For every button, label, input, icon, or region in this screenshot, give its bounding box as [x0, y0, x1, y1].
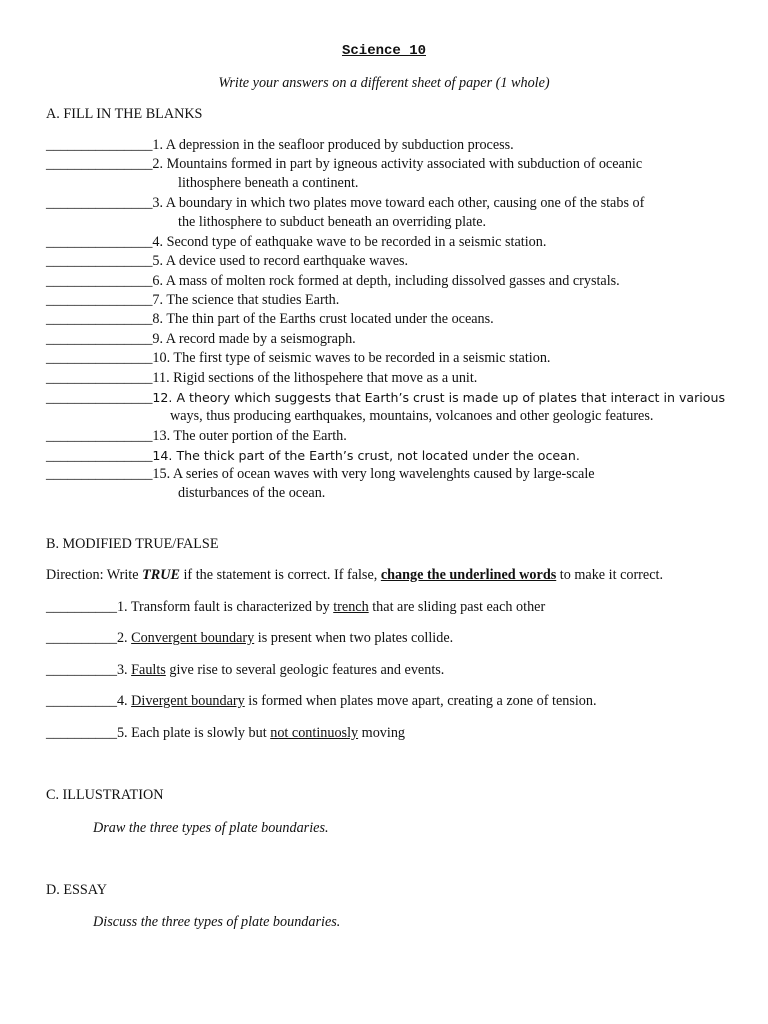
item-text: 13. The outer portion of the Earth. — [152, 428, 347, 444]
section-b-heading: B. MODIFIED TRUE/FALSE — [46, 536, 219, 552]
item-text-continued: the lithosphere to subduct beneath an overriding plate. — [178, 214, 487, 230]
answer-blank: _______________ — [46, 137, 153, 153]
page-title: Science 10 — [341, 43, 426, 59]
answer-blank: _______________ — [46, 428, 153, 444]
item-text: 9. A record made by a seismograph. — [152, 331, 356, 347]
item-text: is present when two plates collide. — [254, 630, 454, 646]
item-text: 1. A depression in the seafloor produced by subduction process. — [152, 137, 514, 153]
item-text: 3. — [116, 662, 132, 678]
item-text: 3. A boundary in which two plates move toward each other, causing one of the stabs of — [152, 195, 645, 211]
fill-item-8 — [46, 310, 494, 329]
item-text: 15. A series of ocean waves with very long wavelenghts caused by large-scale — [152, 466, 595, 482]
item-text: 4. — [116, 693, 132, 709]
answer-blank: _______________ — [46, 253, 153, 269]
item-text: 5. Each plate is slowly but — [116, 725, 271, 741]
section-d-heading: D. ESSAY — [46, 882, 107, 898]
underlined-word: trench — [333, 599, 369, 615]
direction-true-word: TRUE — [142, 567, 180, 583]
answer-blank: __________ — [46, 599, 117, 615]
answer-blank: _______________ — [46, 331, 153, 347]
fill-item-11 — [46, 369, 477, 388]
fill-item-10 — [46, 349, 550, 368]
answer-blank: __________ — [46, 630, 117, 646]
fill-item-5 — [46, 252, 408, 271]
item-text: 12. A theory which suggests that Earth’s crust is made up of plates that interact in various — [152, 390, 726, 405]
section-b-direction — [46, 567, 663, 584]
tf-item-4 — [46, 692, 597, 711]
item-text: 11. Rigid sections of the lithospehere that move as a unit. — [152, 370, 478, 386]
fill-item-4 — [46, 233, 546, 252]
direction-text: if the statement is correct. If false, — [179, 567, 381, 583]
item-text: 14. The thick part of the Earth’s crust, not located under the ocean. — [152, 448, 580, 463]
item-text-continued: disturbances of the ocean. — [178, 485, 326, 501]
fill-item-2 — [46, 155, 642, 174]
answer-blank: __________ — [46, 725, 117, 741]
fill-item-9 — [46, 330, 356, 349]
section-d-prompt: Discuss the three types of plate boundaries. — [93, 914, 341, 930]
section-a-heading: A. FILL IN THE BLANKS — [46, 106, 203, 122]
fill-item-14 — [46, 446, 580, 466]
answer-blank: _______________ — [46, 195, 153, 211]
item-text: 2. Mountains formed in part by igneous activity associated with subduction of oceanic — [152, 156, 643, 172]
tf-item-5 — [46, 724, 405, 743]
fill-item-13 — [46, 427, 347, 446]
answer-blank: _______________ — [46, 350, 153, 366]
fill-item-12 — [46, 388, 725, 408]
fill-item-1 — [46, 136, 514, 155]
item-text-continued: lithosphere beneath a continent. — [178, 175, 359, 191]
item-text: 10. The first type of seismic waves to be recorded in a seismic station. — [152, 350, 551, 366]
underlined-word: Divergent boundary — [131, 693, 245, 709]
section-c-prompt: Draw the three types of plate boundaries. — [93, 820, 329, 836]
answer-blank: _______________ — [46, 292, 153, 308]
item-text: 8. The thin part of the Earths crust located under the oceans. — [152, 311, 494, 327]
answer-blank: _______________ — [46, 466, 153, 482]
page-subtitle: Write your answers on a different sheet of paper (1 whole) — [218, 75, 550, 91]
section-c-heading: C. ILLUSTRATION — [46, 787, 164, 803]
item-text: 6. A mass of molten rock formed at depth, including dissolved gasses and crystals. — [152, 273, 620, 289]
answer-blank: _______________ — [46, 448, 153, 464]
item-text: 1. Transform fault is characterized by — [116, 599, 334, 615]
tf-item-3 — [46, 661, 444, 680]
direction-text: to make it correct. — [556, 567, 663, 583]
direction-underlined-phrase: change the underlined words — [380, 567, 557, 583]
tf-item-2 — [46, 629, 453, 648]
answer-blank: _______________ — [46, 156, 153, 172]
answer-blank: _______________ — [46, 311, 153, 327]
fill-item-6 — [46, 272, 620, 291]
item-text: 4. Second type of eathquake wave to be recorded in a seismic station. — [152, 234, 547, 250]
answer-blank: _______________ — [46, 234, 153, 250]
item-text: that are sliding past each other — [368, 599, 546, 615]
item-text: is formed when plates move apart, creating a zone of tension. — [244, 693, 597, 709]
underlined-word: Convergent boundary — [131, 630, 255, 646]
answer-blank: _______________ — [46, 390, 153, 406]
answer-blank: __________ — [46, 662, 117, 678]
item-text: moving — [358, 725, 406, 741]
tf-item-1 — [46, 598, 545, 617]
item-text: 5. A device used to record earthquake waves. — [152, 253, 409, 269]
answer-blank: _______________ — [46, 370, 153, 386]
item-text: 7. The science that studies Earth. — [152, 292, 340, 308]
underlined-word: Faults — [131, 662, 166, 678]
answer-blank: __________ — [46, 693, 117, 709]
fill-item-7 — [46, 291, 339, 310]
underlined-word: not continuosly — [270, 725, 359, 741]
item-text: 2. — [116, 630, 132, 646]
item-text-continued: ways, thus producing earthquakes, mountains, volcanoes and other geologic features. — [170, 408, 654, 424]
fill-item-3 — [46, 194, 644, 213]
item-text: give rise to several geologic features and events. — [165, 662, 445, 678]
direction-text: Direction: Write — [46, 567, 143, 583]
answer-blank: _______________ — [46, 273, 153, 289]
fill-item-15 — [46, 465, 595, 484]
